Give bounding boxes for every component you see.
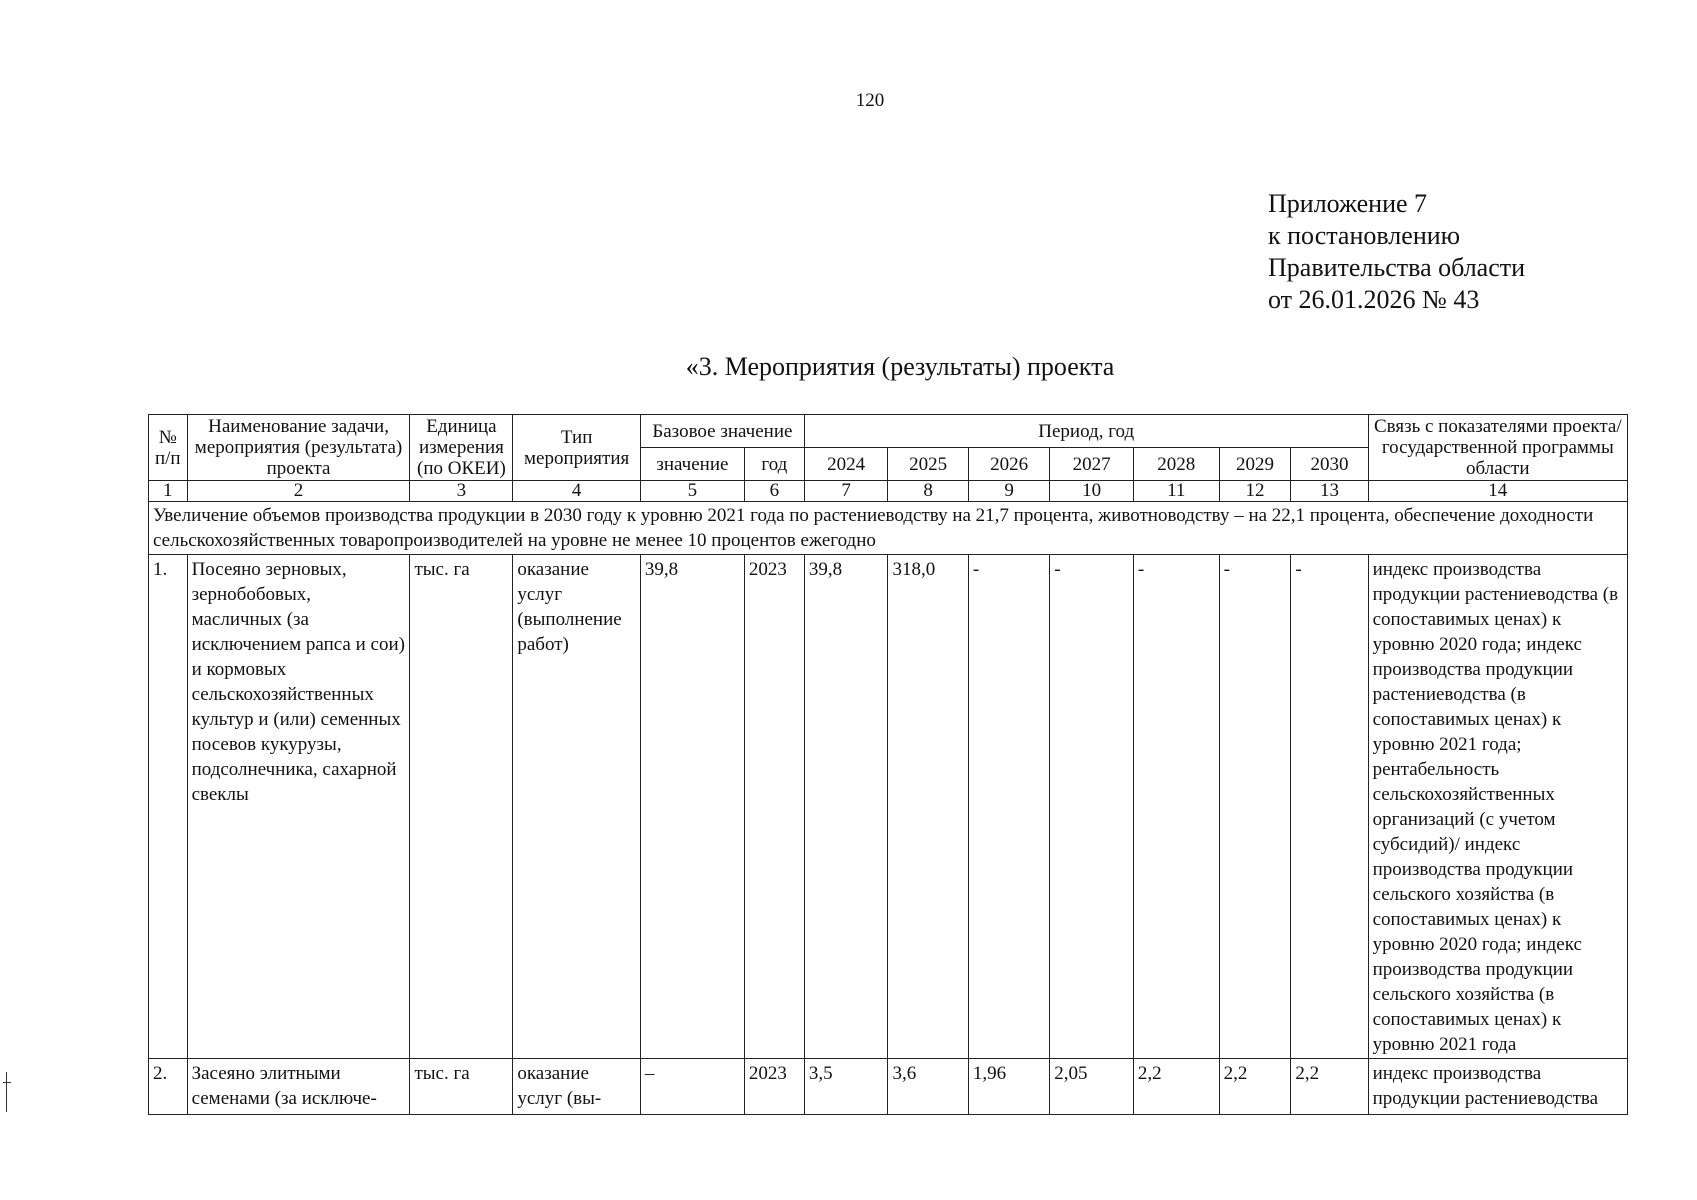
appendix-line: от 26.01.2026 № 43 [1268, 285, 1480, 314]
header-year: 2025 [888, 448, 968, 481]
appendix-block [1268, 188, 1525, 316]
section-text: Увеличение объемов производства продукции в 2030 году к уровню 2021 года по растениеводству на 21,7 процента, животноводству – на 22,1 процента, обеспечение доходности сельскохозяйственных товаропроизводителей на уровне не менее 10 процентов ежегодно [149, 502, 1628, 555]
projects-table [148, 414, 1628, 1115]
header-year: 2029 [1219, 448, 1291, 481]
row-type: оказание услуг (выполнение работ) [513, 555, 641, 1059]
row-value: - [1219, 555, 1291, 1059]
row-value: 2,2 [1133, 1059, 1219, 1115]
column-number: 12 [1219, 481, 1291, 502]
header-base-year: год [744, 448, 804, 481]
row-value: 2,05 [1050, 1059, 1134, 1115]
header-num: № п/п [149, 415, 188, 481]
table-row [149, 1059, 1628, 1115]
column-number: 13 [1291, 481, 1368, 502]
table-row [149, 555, 1628, 1059]
section-row [149, 502, 1628, 555]
row-base-value: – [640, 1059, 744, 1115]
column-number: 2 [187, 481, 410, 502]
header-period: Период, год [804, 415, 1368, 448]
header-base: Базовое значение [640, 415, 804, 448]
column-number: 4 [513, 481, 641, 502]
row-type: оказание услуг (вы- [513, 1059, 641, 1115]
header-link: Связь с показателями проекта/государственной программы области [1368, 415, 1627, 481]
row-value: 1,96 [968, 1059, 1049, 1115]
column-number: 8 [888, 481, 968, 502]
row-value: 39,8 [804, 555, 888, 1059]
column-number: 3 [410, 481, 513, 502]
header-year: 2028 [1133, 448, 1219, 481]
header-year: 2026 [968, 448, 1049, 481]
column-number: 10 [1050, 481, 1134, 502]
row-value: 318,0 [888, 555, 968, 1059]
header-name: Наименование задачи, мероприятия (результата) проекта [187, 415, 410, 481]
document-title: «3. Мероприятия (результаты) проекта [685, 352, 1115, 381]
column-number: 9 [968, 481, 1049, 502]
column-number: 1 [149, 481, 188, 502]
appendix-line: к постановлению [1268, 221, 1461, 250]
header-year: 2024 [804, 448, 888, 481]
margin-mark [6, 1072, 11, 1112]
appendix-line: Приложение 7 [1268, 189, 1428, 218]
row-unit: тыс. га [410, 555, 513, 1059]
row-link: индекс производства продукции растениеводства [1368, 1059, 1627, 1115]
header-year: 2027 [1050, 448, 1134, 481]
row-base-year: 2023 [744, 555, 804, 1059]
row-value: 3,6 [888, 1059, 968, 1115]
row-value: - [968, 555, 1049, 1059]
column-number: 5 [640, 481, 744, 502]
header-unit: Единица измерения (по ОКЕИ) [410, 415, 513, 481]
row-base-value: 39,8 [640, 555, 744, 1059]
row-value: - [1291, 555, 1368, 1059]
row-value: 2,2 [1291, 1059, 1368, 1115]
page-number: 120 [855, 90, 885, 111]
row-value: - [1050, 555, 1134, 1059]
row-value: - [1133, 555, 1219, 1059]
appendix-line: Правительства области [1268, 253, 1526, 282]
column-number: 11 [1133, 481, 1219, 502]
row-value: 2,2 [1219, 1059, 1291, 1115]
row-name: Посеяно зерновых, зернобобовых, масличных (за исключением рапса и сои) и кормовых сельскохозяйственных культур и (или) семенных посевов кукурузы, подсолнечника, сахарной свеклы [187, 555, 410, 1059]
column-numbers-row [149, 481, 1628, 502]
row-num: 2. [149, 1059, 188, 1115]
column-number: 6 [744, 481, 804, 502]
row-value: 3,5 [804, 1059, 888, 1115]
row-base-year: 2023 [744, 1059, 804, 1115]
row-num: 1. [149, 555, 188, 1059]
column-number: 14 [1368, 481, 1627, 502]
header-base-value: значение [640, 448, 744, 481]
header-year: 2030 [1291, 448, 1368, 481]
header-type: Тип мероприятия [513, 415, 641, 481]
row-name: Засеяно элитными семенами (за исключе- [187, 1059, 410, 1115]
row-link: индекс производства продукции растениеводства (в сопоставимых ценах) к уровню 2020 года; индекс производства продукции растениеводства (в сопоставимых ценах) к уровню 2021 года; рентабельность сельскохозяйственных организаций (с учетом субсидий)/ индекс производства продукции сельского хозяйства (в сопоставимых ценах) к уровню 2020 года; индекс производства продукции сельского хозяйства (в сопоставимых ценах) к уровню 2021 года [1368, 555, 1627, 1059]
column-number: 7 [804, 481, 888, 502]
row-unit: тыс. га [410, 1059, 513, 1115]
